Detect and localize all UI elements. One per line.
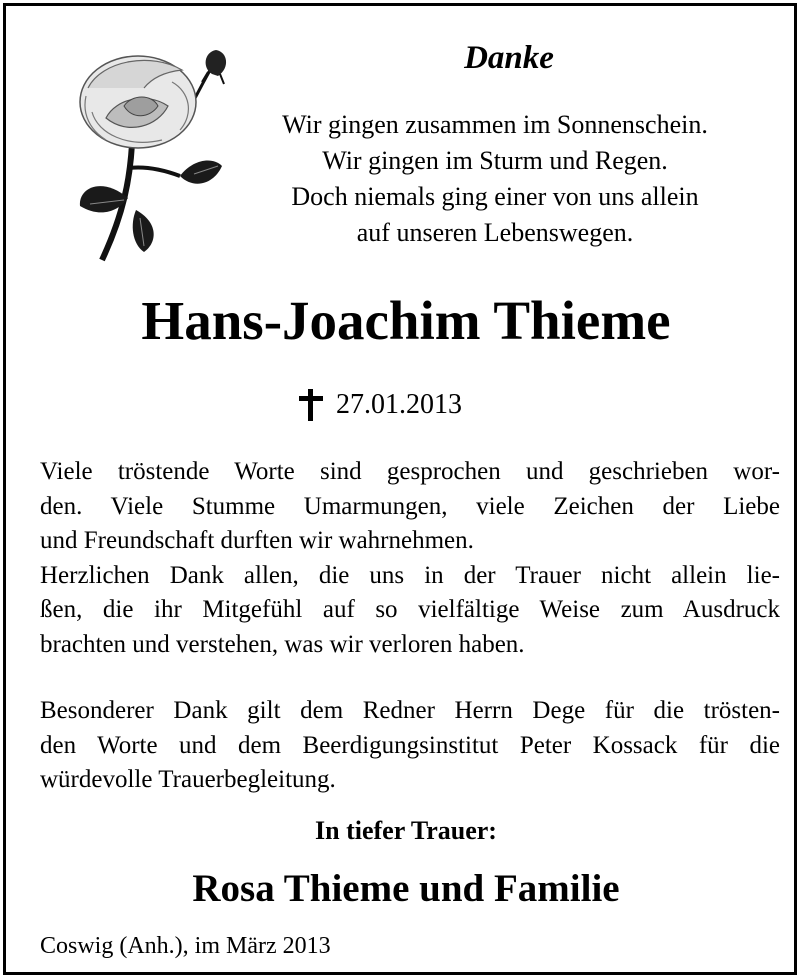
mourning-label: In tiefer Trauer: <box>315 816 497 845</box>
thanks-paragraph <box>40 455 780 662</box>
heading-danke: Danke <box>464 40 554 76</box>
paragraph-line: Besonderer Dank gilt dem Redner Herrn Dege für die trösten- <box>40 697 780 724</box>
death-date: 27.01.2013 <box>336 389 462 420</box>
death-info <box>296 385 462 425</box>
paragraph-line: ßen, die ihr Mitgefühl auf so vielfältige Weise zum Ausdruck <box>40 596 780 623</box>
cross-icon <box>296 388 326 422</box>
obituary-card <box>3 3 797 975</box>
poem-line: Doch niemals ging einer von uns allein <box>291 182 699 211</box>
poem-line: Wir gingen zusammen im Sonnenschein. <box>282 110 708 139</box>
paragraph-line: Viele tröstende Worte sind gesprochen und geschrieben wor- <box>40 458 780 485</box>
deceased-name: Hans-Joachim Thieme <box>141 290 671 351</box>
paragraph-line: den. Viele Stumme Umarmungen, viele Zeichen der Liebe <box>40 492 780 520</box>
paragraph-line: Herzlichen Dank allen, die uns in der Trauer nicht allein lie- <box>40 561 780 589</box>
place-date: Coswig (Anh.), im März 2013 <box>40 933 331 959</box>
poem-line: Wir gingen im Sturm und Regen. <box>322 146 668 175</box>
paragraph-line: und Freundschaft durften wir wahrnehmen. <box>40 527 474 554</box>
rose-icon <box>72 48 230 262</box>
poem-line: auf unseren Lebenswegen. <box>356 218 634 247</box>
paragraph-line: würdevolle Trauerbegleitung. <box>40 766 336 793</box>
special-thanks-paragraph <box>40 694 780 798</box>
paragraph-line: den Worte und dem Beerdigungsinstitut Peter Kossack für die <box>40 731 780 759</box>
family-signature: Rosa Thieme und Familie <box>192 867 620 910</box>
paragraph-line: brachten und verstehen, was wir verloren haben. <box>40 630 525 658</box>
poem <box>220 107 770 251</box>
